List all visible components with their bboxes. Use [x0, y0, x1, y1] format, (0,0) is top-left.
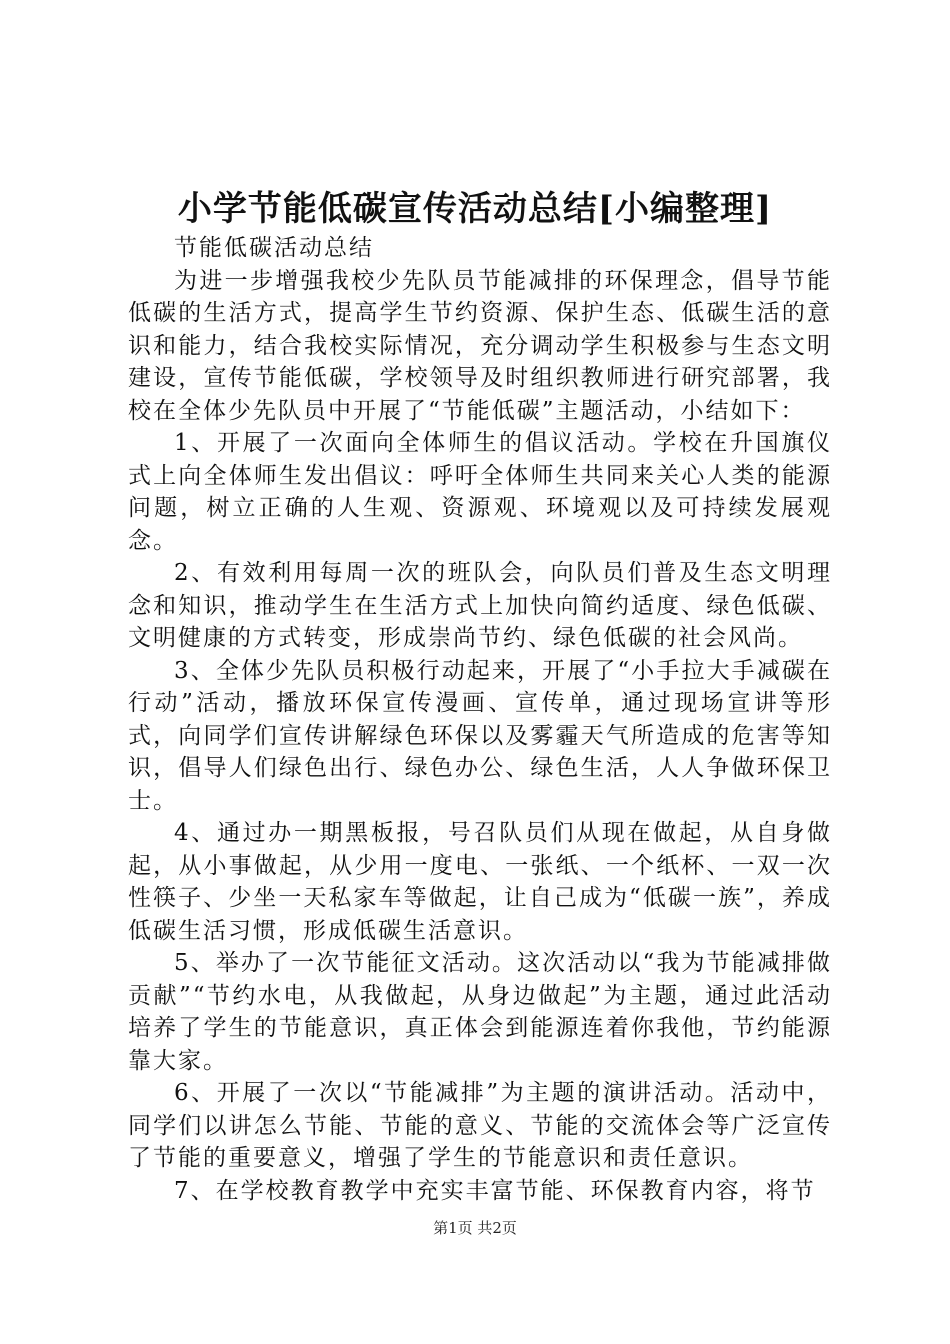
- paragraph-item-6: 6、开展了一次以“节能减排”为主题的演讲活动。活动中，同学们以讲怎么节能、节能的意义、节能的交流体会等广泛宣传了节能的重要意义，增强了学生的节能意识和责任意识。: [128, 1080, 832, 1171]
- paragraph-item-5: 5、举办了一次节能征文活动。这次活动以“我为节能减排做贡献”“节约水电，从我做起，从身边做起”为主题，通过此活动培养了学生的节能意识，真正体会到能源连着你我他，节约能源靠大家。: [128, 950, 832, 1074]
- document-title: 小学节能低碳宣传活动总结[小编整理]: [177, 189, 773, 229]
- paragraph-item-4: 4、通过办一期黑板报，号召队员们从现在做起，从自身做起，从小事做起，从少用一度电、一张纸、一个纸杯、一双一次性筷子、少坐一天私家车等做起，让自己成为“低碳一族”，养成低碳生活习惯，形成低碳生活意识。: [128, 820, 832, 944]
- paragraph-item-7: 7、在学校教育教学中充实丰富节能、环保教育内容，将节: [174, 1177, 816, 1204]
- paragraph-item-2: 2、有效利用每周一次的班队会，向队员们普及生态文明理念和知识，推动学生在生活方式上加快向简约适度、绿色低碳、文明健康的方式转变，形成崇尚节约、绿色低碳的社会风尚。: [128, 560, 832, 651]
- paragraph-item-3: 3、全体少先队员积极行动起来，开展了“小手拉大手减碳在行动”活动，播放环保宣传漫画、宣传单，通过现场宣讲等形式，向同学们宣传讲解绿色环保以及雾霾天气所造成的危害等知识，倡导人们绿色出行、绿色办公、绿色生活，人人争做环保卫士。: [128, 657, 832, 814]
- page-number-footer: 第1页 共2页: [433, 1219, 517, 1237]
- document-body: [128, 232, 832, 1207]
- paragraph-intro: 为进一步增强我校少先队员节能减排的环保理念，倡导节能低碳的生活方式，提高学生节约资源、保护生态、低碳生活的意识和能力，结合我校实际情况，充分调动学生积极参与生态文明建设，宣传节能低碳，学校领导及时组织教师进行研究部署，我校在全体少先队员中开展了“节能低碳”主题活动，小结如下：: [128, 267, 832, 424]
- paragraph-item-1: 1、开展了一次面向全体师生的倡议活动。学校在升国旗仪式上向全体师生发出倡议：呼吁全体师生共同来关心人类的能源问题，树立正确的人生观、资源观、环境观以及可持续发展观念。: [128, 430, 832, 554]
- paragraph-subtitle: 节能低碳活动总结: [174, 235, 374, 261]
